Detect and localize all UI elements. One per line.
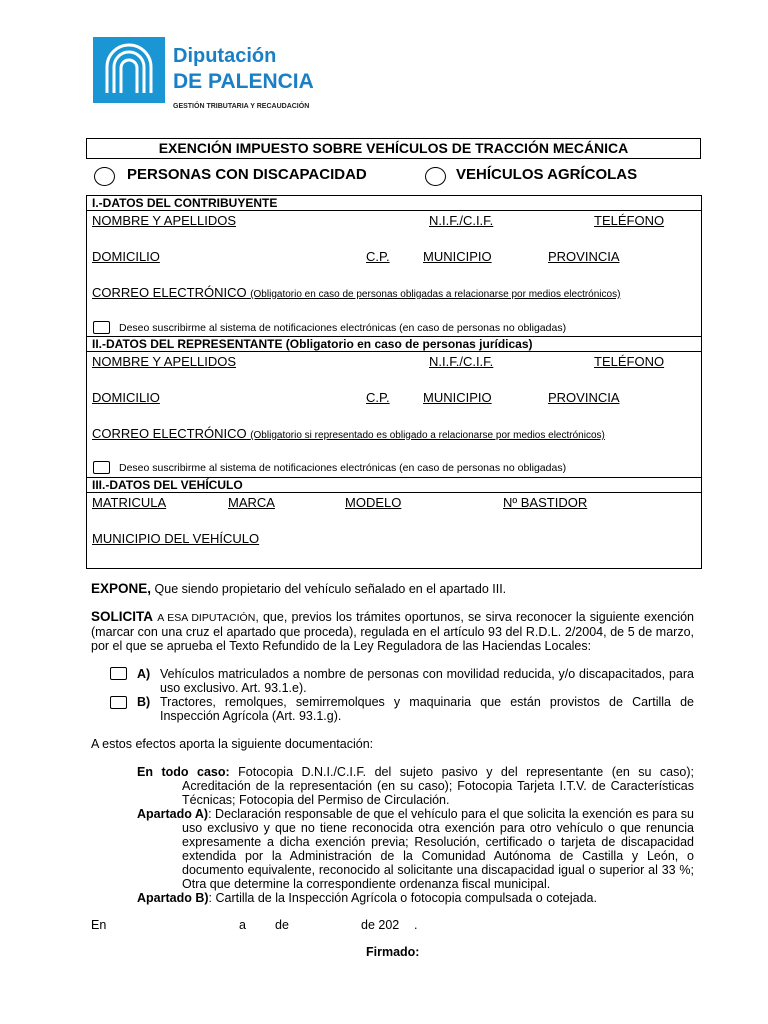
field-plate[interactable]: MATRICULA xyxy=(92,495,167,510)
field-address[interactable]: DOMICILIO xyxy=(92,390,160,405)
section-representative xyxy=(86,336,702,478)
section-heading: II.-DATOS DEL REPRESENTANTE (Obligatorio en caso de personas jurídicas) xyxy=(87,337,701,352)
date-de-2: de 202 xyxy=(361,918,400,932)
field-name[interactable]: NOMBRE Y APELLIDOS xyxy=(92,354,237,369)
doc-all-cases-label: En todo caso: xyxy=(137,765,230,779)
date-de-1: de xyxy=(275,918,289,932)
field-cp[interactable]: C.P. xyxy=(366,390,390,405)
doc-all-cases-text: Fotocopia D.N.I./C.I.F. del sujeto pasivo y del representante (en su caso); Acreditación de la representación (en su caso); Fotocopia Tarjeta I.T.V. de Características Técnicas; Fotocopia del Permiso de Circulación. xyxy=(182,765,694,807)
solicita-paragraph xyxy=(91,610,694,653)
logo-emblem xyxy=(93,37,165,103)
field-phone[interactable]: TELÉFONO xyxy=(594,213,665,228)
option-b-checkbox[interactable] xyxy=(110,696,127,709)
option-a-text: Vehículos matriculados a nombre de personas con movilidad reducida, y/o discapacitados, para uso exclusivo. Art. 93.1.e). xyxy=(160,667,694,695)
option-b-text: Tractores, remolques, semirremolques y maquinaria que están provistos de Cartilla de Inspección Agrícola (Art. 93.1.g). xyxy=(160,695,694,723)
option-disability-label: PERSONAS CON DISCAPACIDAD xyxy=(127,166,367,183)
logo-subtitle: DE PALENCIA xyxy=(173,70,314,93)
field-email[interactable] xyxy=(92,285,620,300)
option-b-label: B) xyxy=(137,695,151,709)
notif-label: Deseo suscribirme al sistema de notificaciones electrónicas (en caso de personas no obligadas) xyxy=(119,322,567,334)
email-label: CORREO ELECTRÓNICO xyxy=(92,426,247,441)
section-vehicle xyxy=(86,477,702,569)
place-en: En xyxy=(91,918,107,932)
solicita-label: SOLICITA xyxy=(91,609,153,624)
doc-section-a-label: Apartado A) xyxy=(137,807,209,821)
doc-section-b xyxy=(137,891,694,905)
arch-icon xyxy=(93,37,165,103)
form-title: EXENCIÓN IMPUESTO SOBRE VEHÍCULOS DE TRACCIÓN MECÁNICA xyxy=(86,138,701,159)
expone-label: EXPONE, xyxy=(91,581,152,596)
field-email[interactable] xyxy=(92,426,605,441)
field-phone[interactable]: TELÉFONO xyxy=(594,354,665,369)
field-municipality[interactable]: MUNICIPIO xyxy=(423,249,492,264)
notif-checkbox[interactable] xyxy=(93,461,110,474)
email-note: (Obligatorio si representado es obligado a relacionarse por medios electrónicos) xyxy=(250,430,605,441)
date-a: a xyxy=(239,918,246,932)
doc-section-a xyxy=(137,807,694,891)
logo-tagline: GESTIÓN TRIBUTARIA Y RECAUDACIÓN xyxy=(173,103,310,110)
email-label: CORREO ELECTRÓNICO xyxy=(92,285,247,300)
field-province[interactable]: PROVINCIA xyxy=(548,249,620,264)
field-cp[interactable]: C.P. xyxy=(366,249,390,264)
doc-section-b-label: Apartado B) xyxy=(137,891,209,905)
expone-text: Que siendo propietario del vehículo señalado en el apartado III. xyxy=(154,582,507,596)
radio-agricultural[interactable] xyxy=(425,167,446,186)
field-vehicle-municipality[interactable]: MUNICIPIO DEL VEHÍCULO xyxy=(92,531,260,546)
field-model[interactable]: MODELO xyxy=(345,495,402,510)
field-address[interactable]: DOMICILIO xyxy=(92,249,160,264)
field-chassis[interactable]: Nº BASTIDOR xyxy=(503,495,588,510)
doc-section-b-text: : Cartilla de la Inspección Agrícola o fotocopia compulsada o cotejada. xyxy=(208,891,597,905)
section-taxpayer xyxy=(86,195,702,337)
radio-disability[interactable] xyxy=(94,167,115,186)
field-province[interactable]: PROVINCIA xyxy=(548,390,620,405)
solicita-caps: A ESA DIPUTACIÓN xyxy=(157,612,256,624)
field-nif[interactable]: N.I.F./C.I.F. xyxy=(429,354,494,369)
notif-checkbox[interactable] xyxy=(93,321,110,334)
section-heading: III.-DATOS DEL VEHÍCULO xyxy=(87,478,701,493)
signed-label: Firmado: xyxy=(366,945,420,959)
section-heading: I.-DATOS DEL CONTRIBUYENTE xyxy=(87,196,701,211)
date-dot: . xyxy=(414,918,418,932)
notif-label: Deseo suscribirme al sistema de notificaciones electrónicas (en caso de personas no obligadas) xyxy=(119,462,567,474)
logo-title: Diputación xyxy=(173,45,277,67)
solicita-text: , que, previos los trámites oportunos, se sirva reconocer la siguiente exención (marcar con una cruz el apartado que proceda), regulada en el artículo 93 del R.D.L. 2/2004, de 5 de marzo, por el que se aprueba el Texto Refundido de la Ley Reguladora de las Haciendas Locales: xyxy=(91,610,694,653)
doc-intro: A estos efectos aporta la siguiente documentación: xyxy=(91,737,374,751)
field-brand[interactable]: MARCA xyxy=(228,495,275,510)
email-note: (Obligatorio en caso de personas obligadas a relacionarse por medios electrónicos) xyxy=(250,289,621,300)
field-municipality[interactable]: MUNICIPIO xyxy=(423,390,492,405)
doc-section-a-text: : Declaración responsable de que el vehículo para el que solicita la exención es para su uso exclusivo y que no tiene reconocida otra exención para otro vehículo o que renuncia expresamente a dicha exención previa; Resolución, certificado o tarjeta de discapacidad extendida por la Administración de la Comunidad Autónoma de Castilla y León, o documento equivalente, reconocido al solicitante una discapacidad igual o superior al 33 %; Otra que determine la correspondiente ordenanza fiscal municipal. xyxy=(182,807,694,891)
option-agricultural-label: VEHÍCULOS AGRÍCOLAS xyxy=(456,166,638,183)
expone-paragraph xyxy=(91,582,694,596)
field-nif[interactable]: N.I.F./C.I.F. xyxy=(429,213,494,228)
field-name[interactable]: NOMBRE Y APELLIDOS xyxy=(92,213,237,228)
doc-all-cases xyxy=(137,765,694,807)
option-a-checkbox[interactable] xyxy=(110,667,127,680)
option-a-label: A) xyxy=(137,667,151,681)
